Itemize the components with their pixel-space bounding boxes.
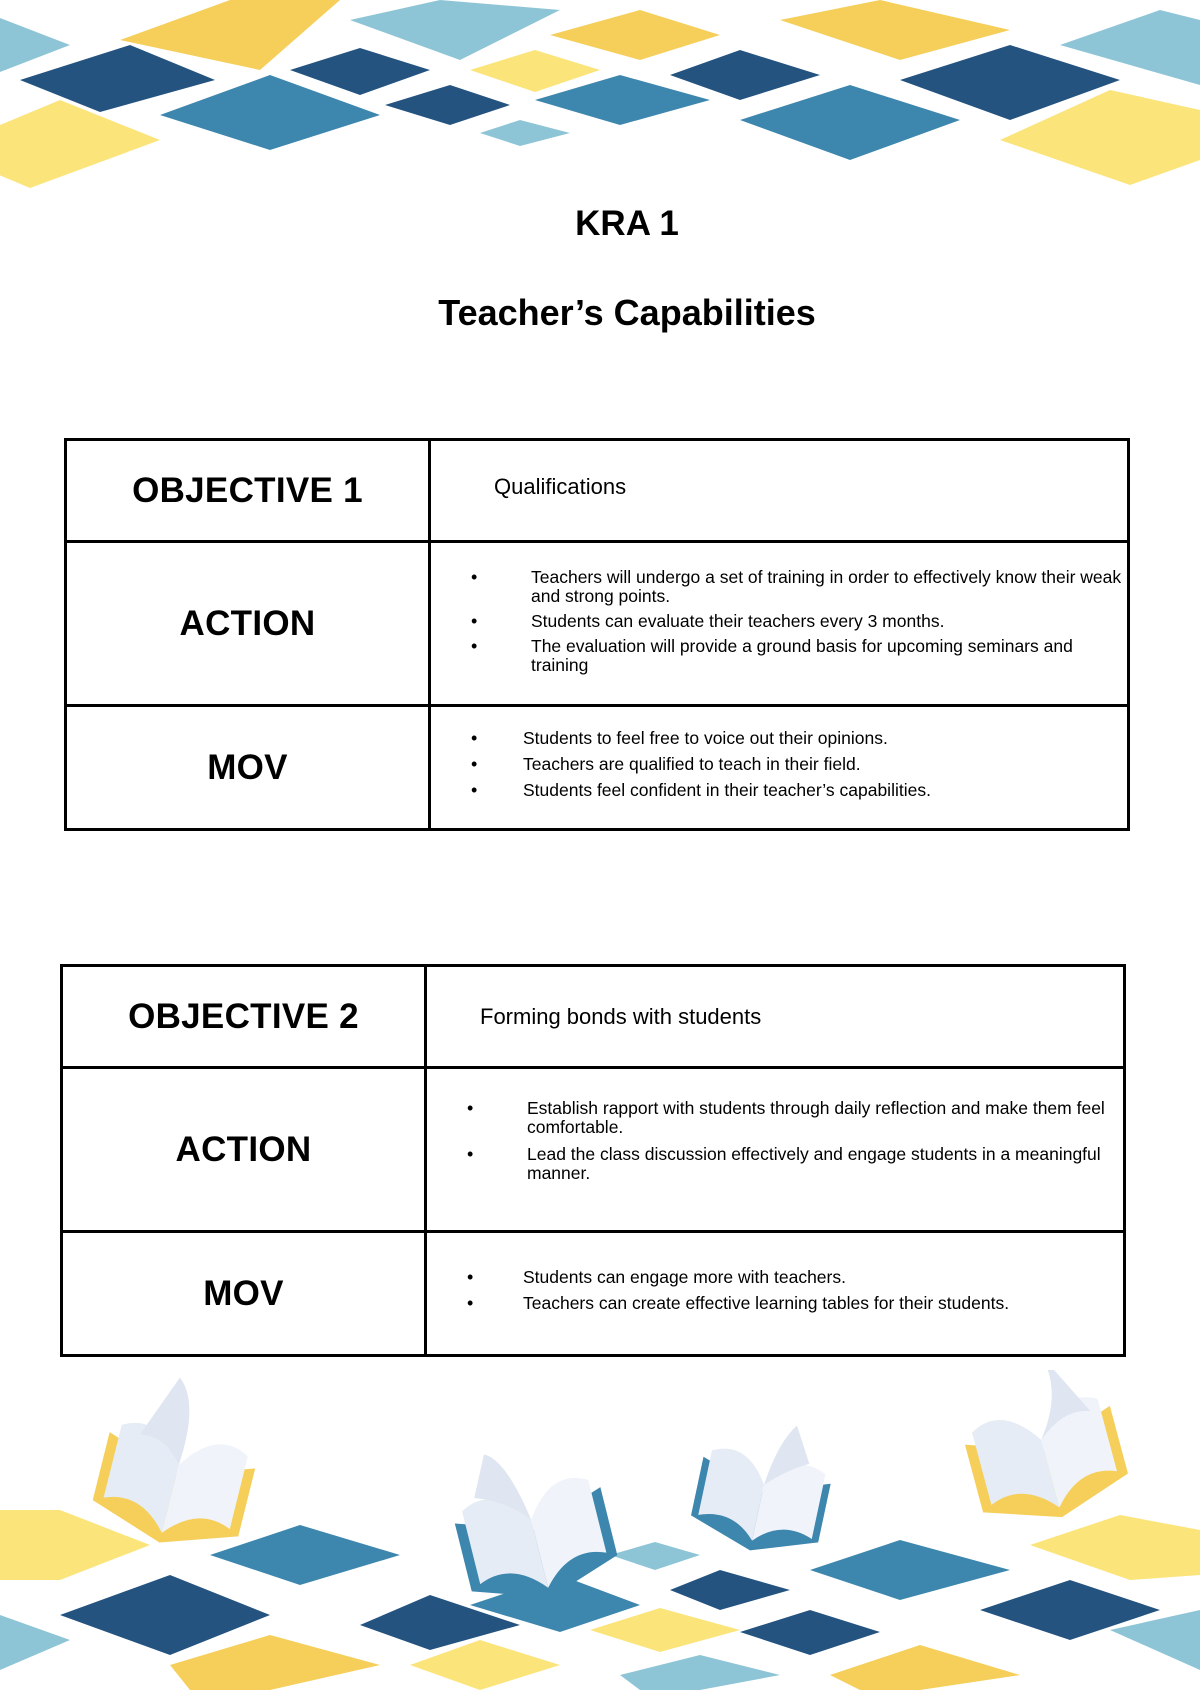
objective-label: OBJECTIVE 2 bbox=[62, 966, 426, 1068]
mov-list bbox=[427, 1268, 1123, 1313]
action-row bbox=[62, 1068, 1125, 1232]
objective-row bbox=[66, 440, 1129, 542]
objective-1-table bbox=[64, 438, 1130, 831]
mov-cell bbox=[426, 1232, 1125, 1356]
objective-label: OBJECTIVE 1 bbox=[66, 440, 430, 542]
mov-row bbox=[62, 1232, 1125, 1356]
action-row bbox=[66, 542, 1129, 706]
action-list bbox=[427, 1099, 1123, 1183]
action-list bbox=[431, 566, 1127, 675]
list-item: • Students to feel free to voice out their opinions. bbox=[431, 729, 1127, 748]
list-item: • The evaluation will provide a ground basis for upcoming seminars and training bbox=[431, 637, 1127, 675]
mov-list bbox=[431, 729, 1127, 800]
kra-heading: KRA 1 bbox=[575, 204, 679, 243]
action-label: ACTION bbox=[62, 1068, 426, 1232]
list-item: • Students feel confident in their teacher’s capabilities. bbox=[431, 781, 1127, 800]
mov-label: MOV bbox=[66, 706, 430, 830]
top-diamond-pattern bbox=[0, 0, 1200, 200]
action-cell bbox=[426, 1068, 1125, 1232]
list-item: • Teachers are qualified to teach in their field. bbox=[431, 755, 1127, 774]
list-item: • Teachers can create effective learning tables for their students. bbox=[427, 1294, 1123, 1313]
action-label: ACTION bbox=[66, 542, 430, 706]
objective-row bbox=[62, 966, 1125, 1068]
list-item: • Students can engage more with teachers. bbox=[427, 1268, 1123, 1287]
objective-text-cell bbox=[430, 440, 1129, 542]
list-item: • Lead the class discussion effectively and engage students in a meaningful manner. bbox=[427, 1145, 1123, 1183]
list-item: • Establish rapport with students through daily reflection and make them feel comfortable. bbox=[427, 1099, 1123, 1137]
list-item: • Students can evaluate their teachers every 3 months. bbox=[431, 612, 1127, 631]
list-item: • Teachers will undergo a set of training in order to effectively know their weak and strong points. bbox=[431, 568, 1127, 606]
objective-text: Qualifications bbox=[494, 473, 627, 499]
bottom-diamond-pattern bbox=[0, 1370, 1200, 1690]
open-book-icon bbox=[686, 1408, 841, 1564]
open-book-icon bbox=[947, 1370, 1135, 1537]
objective-text-cell bbox=[426, 966, 1125, 1068]
action-cell bbox=[430, 542, 1129, 706]
mov-cell bbox=[430, 706, 1129, 830]
mov-label: MOV bbox=[62, 1232, 426, 1356]
objective-2-table bbox=[60, 964, 1126, 1357]
objective-text: Forming bonds with students bbox=[480, 1003, 762, 1029]
page-title: Teacher’s Capabilities bbox=[438, 292, 816, 333]
open-book-icon bbox=[440, 1429, 623, 1616]
mov-row bbox=[66, 706, 1129, 830]
